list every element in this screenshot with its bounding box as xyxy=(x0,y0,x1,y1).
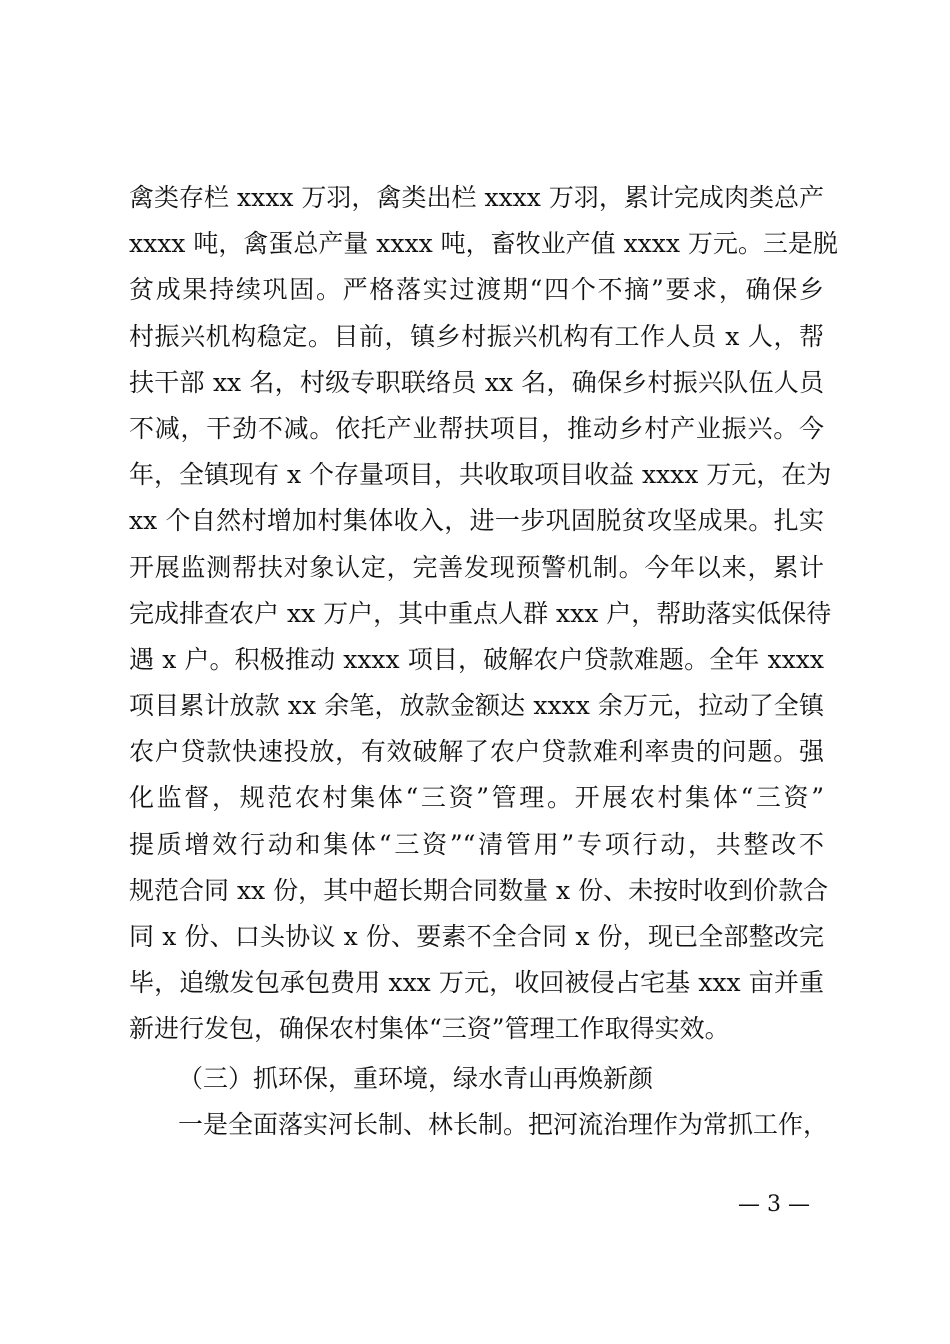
text-line: 提质增效行动和集体“三资”“清管用”专项行动，共整改不 xyxy=(129,829,824,859)
text-line: 毕，追缴发包承包费用 xxx 万元，收回被侵占宅基 xxx 亩并重 xyxy=(129,968,824,998)
text-line: 项目累计放款 xx 余笔，放款金额达 xxxx 余万元，拉动了全镇 xyxy=(129,691,824,721)
text-line: 开展监测帮扶对象认定，完善发现预警机制。今年以来，累计 xyxy=(129,552,824,582)
text-line: 农户贷款快速投放，有效破解了农户贷款难利率贵的问题。强 xyxy=(129,737,824,767)
text-line: 完成排查农户 xx 万户，其中重点人群 xxx 户，帮助落实低保待 xyxy=(129,598,832,628)
section-heading: （三）抓环保，重环境，绿水青山再焕新颜 xyxy=(178,1064,654,1093)
text-line: 遇 x 户。积极推动 xxxx 项目，破解农户贷款难题。全年 xxxx xyxy=(129,644,824,674)
text-line: 年，全镇现有 x 个存量项目，共收取项目收益 xxxx 万元，在为 xyxy=(129,460,832,490)
text-line: xx 个自然村增加村集体收入，进一步巩固脱贫攻坚成果。扎实 xyxy=(129,506,824,536)
page-number: — 3 — xyxy=(738,1192,810,1217)
text-line: xxxx 吨，禽蛋总产量 xxxx 吨，畜牧业产值 xxxx 万元。三是脱 xyxy=(129,229,838,259)
text-line: 扶干部 xx 名，村级专职联络员 xx 名，确保乡村振兴队伍人员 xyxy=(129,367,824,397)
text-line: 规范合同 xx 份，其中超长期合同数量 x 份、未按时收到价款合 xyxy=(129,875,829,905)
text-line: 新进行发包，确保农村集体“三资”管理工作取得实效。 xyxy=(129,1014,730,1044)
text-line: 禽类存栏 xxxx 万羽，禽类出栏 xxxx 万羽，累计完成肉类总产 xyxy=(129,183,824,212)
text-line: 村振兴机构稳定。目前，镇乡村振兴机构有工作人员 x 人，帮 xyxy=(129,321,824,351)
paragraph-start: 一是全面落实河长制、林长制。把河流治理作为常抓工作， xyxy=(178,1110,829,1139)
body-paragraph xyxy=(129,175,838,1053)
text-line: 不减，干劲不减。依托产业帮扶项目，推动乡村产业振兴。今 xyxy=(129,413,824,443)
text-line: 同 x 份、口头协议 x 份、要素不全合同 x 份，现已全部整改完 xyxy=(129,922,824,951)
text-line: 贫成果持续巩固。严格落实过渡期“四个不摘”要求，确保乡 xyxy=(129,275,824,305)
text-line: 化监督，规范农村集体“三资”管理。开展农村集体“三资” xyxy=(129,783,824,813)
